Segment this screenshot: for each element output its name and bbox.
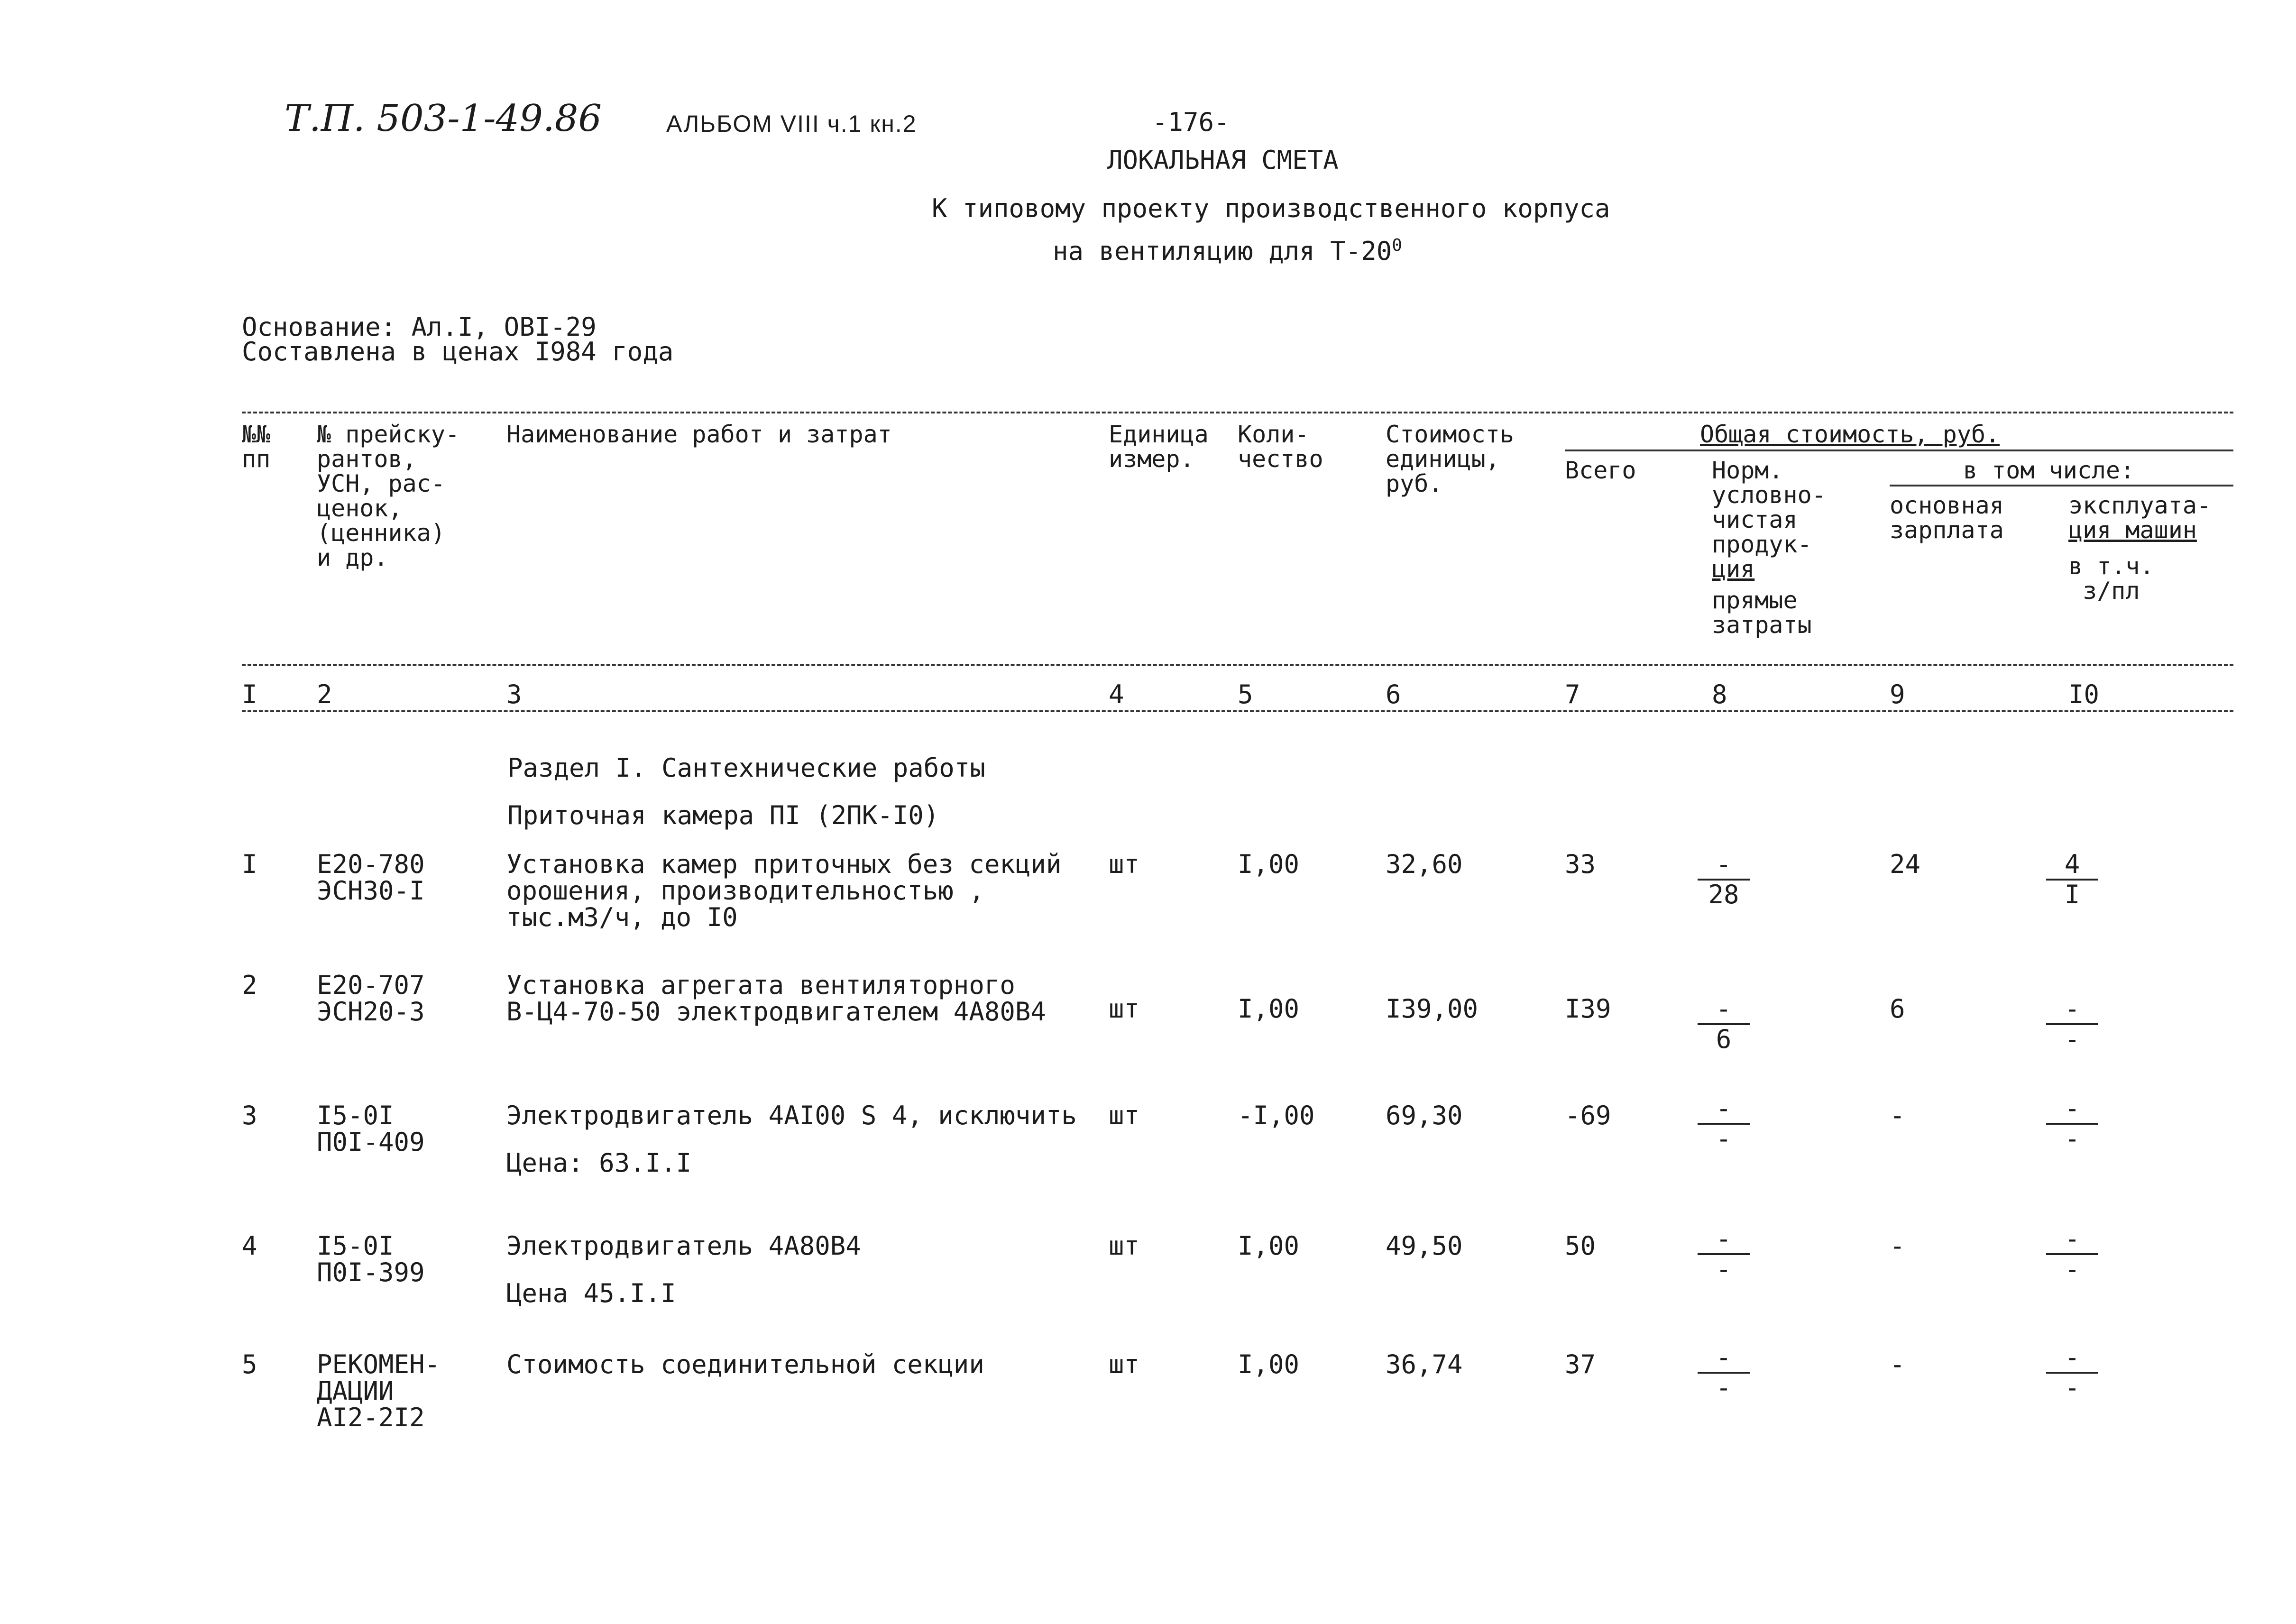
header-bottom-rule [242,664,2233,666]
document-title: ЛОКАЛЬНАЯ СМЕТА [1107,145,1339,175]
col-number: 7 [1565,679,1580,709]
row-quantity: I,00 [1238,849,1300,879]
row-code: Е20-707 ЭСН20-3 [317,970,425,1027]
row-name: Установка агрегата вентиляторного В-Ц4-70-50 электродвигателем 4А80В4 [506,970,1046,1027]
net-production-label-tail: ция [1712,555,1755,583]
row-machine-fraction: - - [2046,1344,2098,1401]
col-header-total: Всего [1565,457,1636,484]
col-header-price-list: № прейску- рантов, УСН, рас- ценок, (ценника) и др. [317,421,460,571]
row-code: I5-0I П0I-399 [317,1231,425,1287]
row-name: Стоимость соединительной секции [506,1349,984,1379]
row-unit: шт [1109,1101,1140,1130]
row-base-salary: - [1890,1231,1905,1261]
row-number: I [242,849,257,879]
col-group-total-cost: Общая стоимость, руб. [1700,421,2000,448]
row-total: 33 [1565,849,1596,879]
header-top-rule [242,412,2233,413]
degree-superscript: 0 [1392,236,1402,255]
col-header-machine-operation: эксплуата- ция машин [2068,492,2212,544]
row-number: 4 [242,1231,257,1261]
row-name: Установка камер приточных без секций орошения, производительностью , тыс.м3/ч, до I0 [506,849,1062,932]
basis-line: Основание: Ал.I, ОВI-29 [242,312,597,342]
row-unit: шт [1109,849,1140,879]
price-level-line: Составлена в ценах I984 года [242,337,674,367]
row-total: I39 [1565,994,1611,1024]
row-net-production-fraction: - - [1698,1226,1750,1283]
row-price-note: Цена 45.I.I [506,1278,676,1308]
col-header-work-name: Наименование работ и затрат [506,421,892,448]
row-unit-cost: I39,00 [1386,994,1479,1024]
title-line-1: К типовому проекту производственного корпуса [932,193,1610,223]
row-net-production-fraction: - 6 [1698,996,1750,1053]
row-unit-cost: 32,60 [1386,849,1463,879]
row-base-salary: 24 [1890,849,1921,879]
col-number: 8 [1712,679,1727,709]
row-total: 37 [1565,1349,1596,1379]
col-number: I0 [2068,679,2100,709]
col-number: 3 [506,679,522,709]
row-name: Электродвигатель 4А80В4 [506,1231,861,1261]
row-unit: шт [1109,1231,1140,1261]
row-number: 3 [242,1101,257,1130]
section-subtitle: Приточная камера ПI (2ПК-I0) [507,800,939,830]
row-unit-cost: 49,50 [1386,1231,1463,1261]
col-number: 9 [1890,679,1905,709]
row-unit-cost: 69,30 [1386,1101,1463,1130]
row-code: Е20-780 ЭСН30-I [317,849,425,906]
row-net-production-fraction: - - [1698,1344,1750,1401]
col-header-unit-cost: Стоимость единицы, руб. [1386,421,1514,497]
col-header-unit: Единица измер. [1109,421,1209,473]
row-number: 2 [242,970,257,1000]
col-header-base-salary: основная зарплата [1890,492,2004,544]
subgroup-rule [1890,485,2233,486]
col-subgroup-including: в том числе: [1963,457,2135,484]
col-number: 2 [317,679,332,709]
row-machine-fraction: - - [2046,1226,2098,1283]
row-machine-fraction: 4 I [2046,851,2098,908]
row-unit-cost: 36,74 [1386,1349,1463,1379]
col-header-direct-costs: прямые затраты [1712,587,1812,639]
row-base-salary: - [1890,1349,1905,1379]
col-number: 5 [1238,679,1253,709]
row-total: 50 [1565,1231,1596,1261]
row-unit: шт [1109,994,1140,1024]
col-header-net-production [1712,458,1826,581]
row-quantity: I,00 [1238,1231,1300,1261]
col-header-quantity: Коли- чество [1238,421,1323,473]
album-reference: АЛЬБОМ VIII ч.1 кн.2 [666,110,917,137]
col-number: 6 [1386,679,1401,709]
row-quantity: I,00 [1238,994,1300,1024]
row-base-salary: - [1890,1101,1905,1130]
row-code: I5-0I П0I-409 [317,1101,425,1157]
net-production-label: Норм. условно- чистая продук- [1712,457,1826,558]
row-net-production-fraction: - 28 [1698,851,1750,908]
row-number: 5 [242,1349,257,1379]
page-number: -176- [1152,107,1230,137]
row-code: РЕКОМЕН- ДАЦИИ АI2-2I2 [317,1349,441,1432]
row-quantity: I,00 [1238,1349,1300,1379]
column-number-rule [242,710,2233,712]
col-number: 4 [1109,679,1124,709]
section-title: Раздел I. Сантехнические работы [507,753,985,783]
row-unit: шт [1109,1349,1140,1379]
row-net-production-fraction: - - [1698,1095,1750,1152]
row-base-salary: 6 [1890,994,1905,1024]
col-header-row-number: №№ пп [242,421,271,473]
row-machine-fraction: - - [2046,996,2098,1053]
group-rule [1565,450,2233,451]
col-header-incl-salary: в т.ч. з/пл [2068,552,2154,605]
row-total: -69 [1565,1101,1611,1130]
row-quantity: -I,00 [1238,1101,1315,1130]
document-code: Т.П. 503-1-49.86 [285,97,602,140]
row-name: Электродвигатель 4АI00 S 4, исключить [506,1101,1077,1130]
row-machine-fraction: - - [2046,1095,2098,1152]
col-number: I [242,679,257,709]
title-line-2: на вентиляцию для $Т-20^0$ [1053,236,1402,266]
row-price-note: Цена: 63.I.I [506,1148,692,1178]
